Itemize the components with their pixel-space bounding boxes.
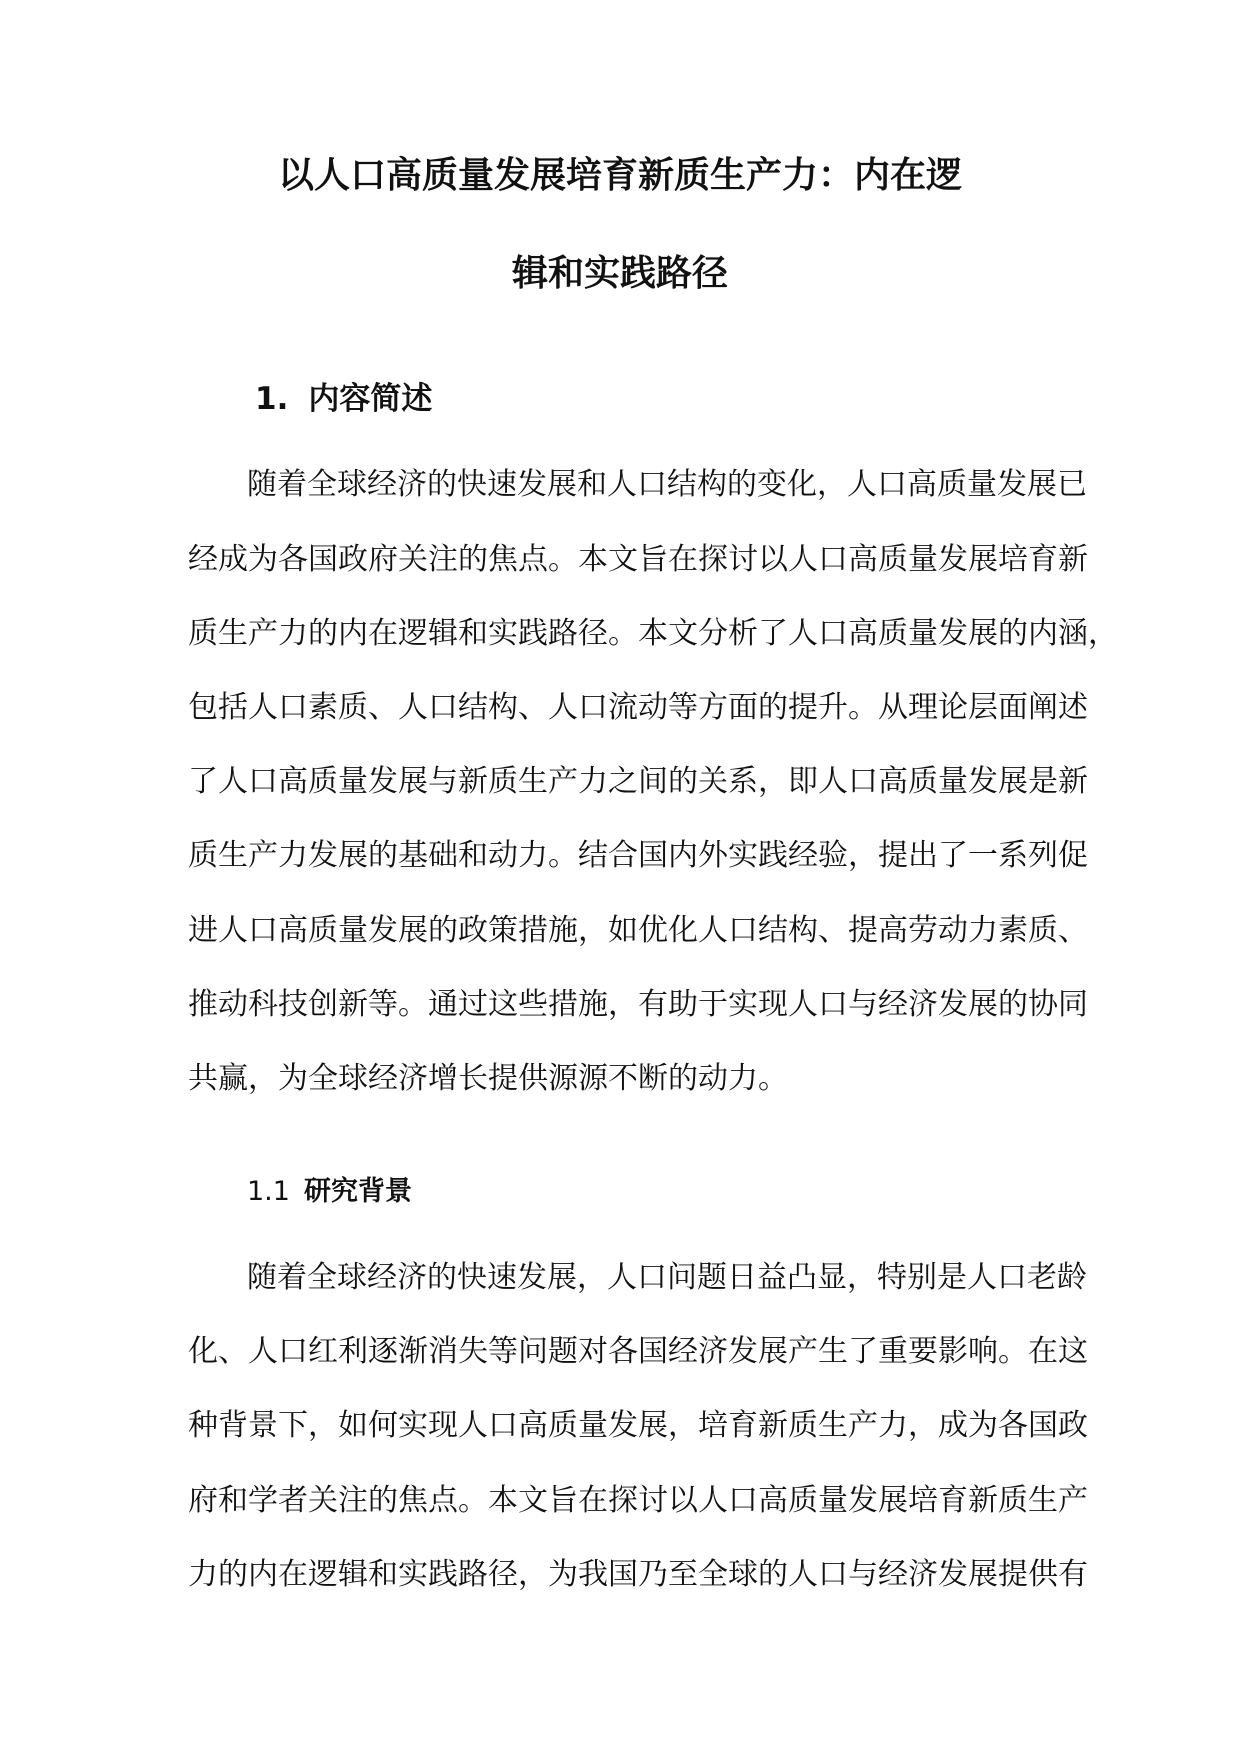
paragraph-line: 经成为各国政府关注的焦点。本文旨在探讨以人口高质量发展培育新 [188,542,1088,577]
subsection-title: 研究背景 [303,1176,412,1207]
paragraph-line: 府和学者关注的焦点。本文旨在探讨以人口高质量发展培育新质生产 [188,1483,1088,1518]
paragraph-line: 化、人口红利逐渐消失等问题对各国经济发展产生了重要影响。在这 [188,1334,1088,1369]
subsection-number: 1.1 [247,1176,290,1207]
section-heading [255,383,432,415]
subsection-heading [247,1178,412,1206]
paragraph-line: 推动科技创新等。通过这些措施，有助于实现人口与经济发展的协同 [188,987,1088,1022]
paragraph-line: 随着全球经济的快速发展和人口结构的变化，人口高质量发展已 [247,467,1087,502]
paragraph-line: 力的内在逻辑和实践路径，为我国乃至全球的人口与经济发展提供有 [188,1557,1088,1592]
paragraph-line: 质生产力的内在逻辑和实践路径。本文分析了人口高质量发展的内涵， [188,616,1118,651]
section-title: 内容简述 [308,381,433,417]
document-title-line-2: 辑和实践路径 [511,253,728,294]
paragraph-line: 包括人口素质、人口结构、人口流动等方面的提升。从理论层面阐述 [188,690,1088,725]
paragraph-line: 了人口高质量发展与新质生产力之间的关系，即人口高质量发展是新 [188,764,1088,799]
paragraph-line: 质生产力发展的基础和动力。结合国内外实践经验，提出了一系列促 [188,838,1088,873]
paragraph-line: 随着全球经济的快速发展，人口问题日益凸显，特别是人口老龄 [247,1260,1087,1295]
paragraph-line: 进人口高质量发展的政策措施，如优化人口结构、提高劳动力素质、 [188,913,1088,948]
section-number: 1. [255,381,289,417]
document-title-line-1: 以人口高质量发展培育新质生产力：内在逻 [277,155,962,196]
paragraph-line: 种背景下，如何实现人口高质量发展，培育新质生产力，成为各国政 [188,1408,1088,1443]
paragraph-line: 共赢，为全球经济增长提供源源不断的动力。 [188,1061,788,1096]
